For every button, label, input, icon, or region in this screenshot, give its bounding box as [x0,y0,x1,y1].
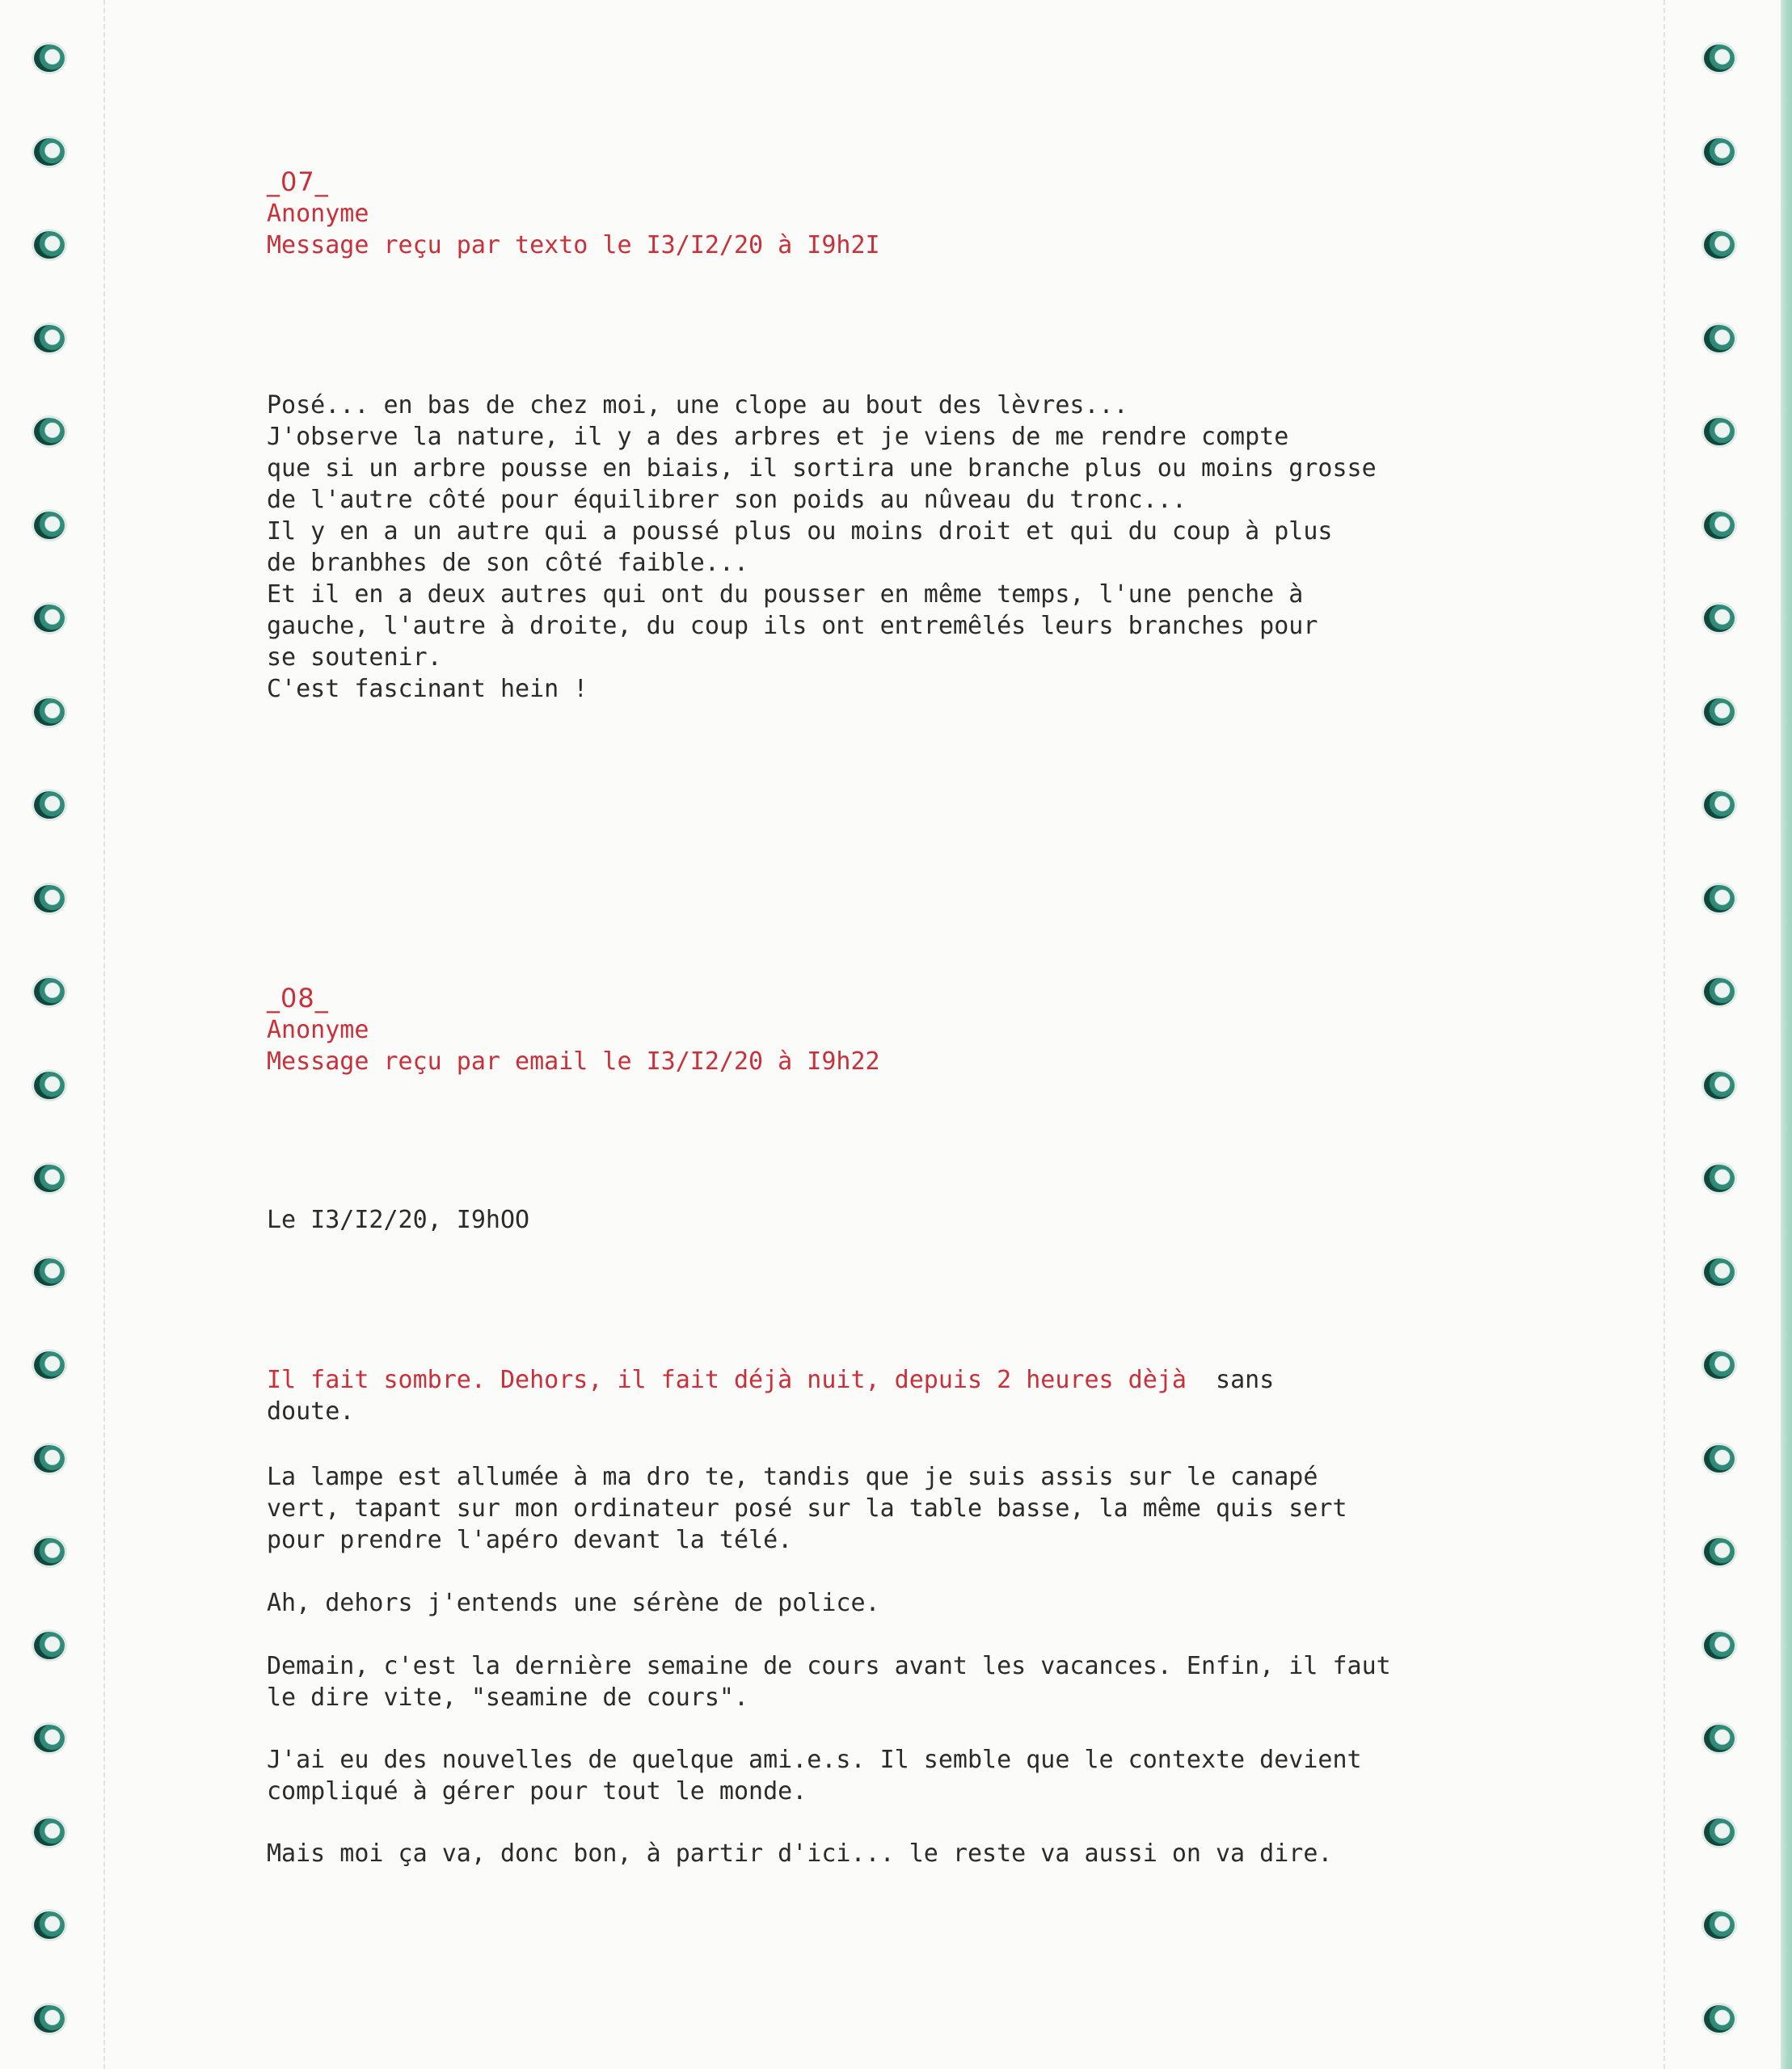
feed-hole-icon [34,978,65,1005]
feed-hole-icon [1704,978,1735,1005]
feed-hole-icon [1704,1818,1735,1846]
feed-hole-icon [1704,791,1735,819]
feed-hole-icon [1704,231,1735,259]
feed-hole-icon [1704,138,1735,166]
feed-hole-icon [34,1818,65,1846]
right-feed-strip [1665,0,1770,2069]
body-line: Posé... en bas de chez moi, une clope au bout des lèvres... [267,391,1128,419]
feed-hole-icon [1704,1258,1735,1286]
opening-line-tail: sans [1186,1366,1275,1394]
red-opening-line: Il fait sombre. Dehors, il fait déjà nuit, depuis 2 heures dèjà [267,1366,1187,1394]
body-line: J'ai eu des nouvelles de quelque ami.e.s. Il semble que le contexte devient [267,1746,1362,1774]
feed-hole-icon [1704,1632,1735,1659]
body-line: Ah, dehors j'entends une sérène de police. [267,1589,880,1617]
entry-08-paragraph-3 [267,1650,1528,1713]
feed-hole-icon [1704,2005,1735,2033]
feed-hole-icon [34,1445,65,1473]
feed-hole-icon [34,1165,65,1192]
feed-hole-icon [34,1911,65,1939]
feed-hole-icon [1704,418,1735,445]
feed-hole-icon [1704,885,1735,912]
body-line: de l'autre côté pour équilibrer son poids au nûveau du tronc... [267,486,1187,514]
feed-hole-icon [34,512,65,539]
feed-hole-icon [34,1725,65,1752]
feed-hole-icon [34,698,65,726]
feed-hole-icon [1704,1165,1735,1192]
entry-08-paragraph-5 [267,1838,1528,1869]
entry-08-opening [267,1364,1528,1427]
body-line: J'observe la nature, il y a des arbres et je viens de me rendre compte [267,423,1289,451]
body-line: de branbhes de son côté faible... [267,549,749,577]
entry-07 [267,166,1528,261]
feed-hole-icon [1704,325,1735,352]
feed-hole-icon [34,44,65,72]
body-line: C'est fascinant hein ! [267,675,588,703]
feed-hole-icon [34,1351,65,1379]
feed-hole-icon [34,2005,65,2033]
feed-hole-icon [1704,1538,1735,1565]
feed-hole-icon [34,325,65,352]
entry-07-body [267,390,1528,705]
feed-hole-icon [34,418,65,445]
body-line: vert, tapant sur mon ordinateur posé sur la table basse, la même quis sert [267,1494,1347,1523]
body-line: La lampe est allumée à ma dro te, tandis que je suis assis sur le canapé [267,1463,1318,1491]
entry-08-paragraph-1 [267,1461,1528,1556]
body-line: pour prendre l'apéro devant la télé. [267,1526,793,1554]
entry-number: _07_ [267,166,329,197]
dateline: Le I3/I2/20, I9hOO [267,1206,530,1234]
feed-hole-icon [34,885,65,912]
entry-08 [267,983,1528,1077]
feed-hole-icon [34,605,65,632]
entry-meta: Message reçu par email le I3/I2/20 à I9h22 [267,1047,880,1076]
feed-hole-icon [1704,698,1735,726]
feed-hole-icon [1704,605,1735,632]
body-line: Mais moi ça va, donc bon, à partir d'ici... le reste va aussi on va dire. [267,1839,1333,1868]
feed-hole-icon [1704,1072,1735,1099]
body-line: le dire vite, "seamine de cours". [267,1683,749,1712]
feed-hole-icon [34,231,65,259]
feed-hole-icon [1704,1725,1735,1752]
feed-hole-icon [34,138,65,166]
left-feed-strip [0,0,105,2069]
feed-hole-icon [1704,1351,1735,1379]
entry-08-dateline [267,1204,1528,1236]
feed-hole-icon [1704,1445,1735,1473]
entry-meta: Message reçu par texto le I3/I2/20 à I9h2I [267,231,880,259]
entry-author: Anonyme [267,200,369,228]
feed-hole-icon [1704,1911,1735,1939]
body-line: Il y en a un autre qui a poussé plus ou moins droit et qui du coup à plus [267,517,1333,546]
entry-author: Anonyme [267,1016,369,1044]
feed-hole-icon [34,1258,65,1286]
feed-hole-icon [34,1072,65,1099]
body-line: que si un arbre pousse en biais, il sortira une branche plus ou moins grosse [267,454,1377,482]
body-line: Et il en a deux autres qui ont du pousser en même temps, l'une penche à [267,580,1304,609]
feed-hole-icon [34,1632,65,1659]
feed-hole-icon [1704,44,1735,72]
feed-hole-icon [34,791,65,819]
entry-08-paragraph-4 [267,1744,1528,1807]
body-line: Demain, c'est la dernière semaine de cours avant les vacances. Enfin, il faut [267,1652,1391,1680]
opening-line-continuation: doute. [267,1397,355,1426]
feed-hole-icon [1704,512,1735,539]
entry-08-paragraph-2 [267,1587,1528,1619]
teal-paper-edge [1781,0,1792,2069]
body-line: compliqué à gérer pour tout le monde. [267,1777,807,1806]
body-line: gauche, l'autre à droite, du coup ils ont entremêlés leurs branches pour [267,612,1318,640]
entry-number: _08_ [267,983,329,1013]
feed-hole-icon [34,1538,65,1565]
body-line: se soutenir. [267,643,442,672]
